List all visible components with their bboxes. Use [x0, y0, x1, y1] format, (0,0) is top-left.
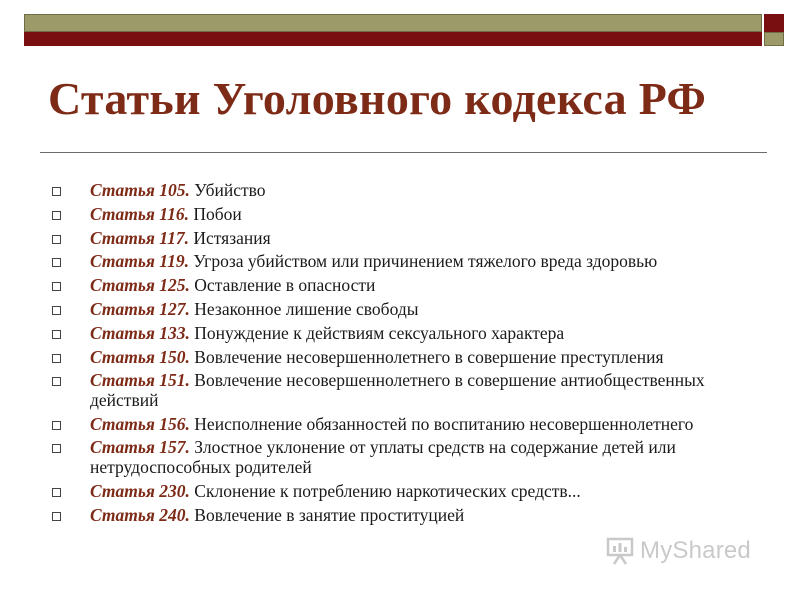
- article-number: Статья 116.: [90, 203, 189, 224]
- article-text: Побои: [188, 203, 242, 224]
- article-item: [50, 482, 750, 502]
- header-bar-olive: [24, 14, 762, 32]
- article-number: Статья 105.: [90, 180, 190, 200]
- hollow-square-icon: [52, 512, 61, 521]
- hollow-square-icon: [52, 354, 61, 363]
- article-text: Оставление в опасности: [189, 275, 376, 296]
- hollow-square-icon: [52, 330, 61, 339]
- hollow-square-icon: [52, 235, 61, 244]
- article-item: [50, 229, 750, 249]
- header-corner-square-olive: [764, 32, 784, 46]
- article-item: [50, 371, 750, 410]
- article-item: [50, 252, 750, 272]
- article-number: Статья 119.: [90, 251, 189, 272]
- hollow-square-icon: [52, 258, 61, 267]
- article-item: [50, 506, 750, 526]
- article-text: Угроза убийством или причинением тяжелого вреда здоровью: [188, 251, 658, 272]
- article-number: Статья 230.: [90, 480, 190, 501]
- article-text: Понуждение к действиям сексуального характера: [189, 322, 565, 343]
- article-number: Статья 156.: [90, 413, 190, 434]
- header-corner-square-maroon: [764, 14, 784, 32]
- article-item: [50, 205, 750, 225]
- article-number: Статья 240.: [90, 504, 190, 525]
- hollow-square-icon: [52, 488, 61, 497]
- hollow-square-icon: [52, 211, 61, 220]
- slide-title: Статьи Уголовного кодекса РФ: [48, 73, 707, 124]
- article-item: [50, 276, 750, 296]
- article-text: Незаконное лишение свободы: [189, 298, 419, 319]
- article-number: Статья 150.: [90, 346, 190, 367]
- article-item: [50, 324, 750, 344]
- article-text: Вовлечение несовершеннолетнего в совершение преступления: [189, 346, 664, 367]
- hollow-square-icon: [52, 444, 61, 453]
- article-text: Склонение к потреблению наркотических средств...: [189, 480, 581, 501]
- hollow-square-icon: [52, 187, 61, 196]
- hollow-square-icon: [52, 306, 61, 315]
- myshared-logo-icon: [606, 536, 634, 566]
- article-text: Злостное уклонение от уплаты средств на содержание детей или нетрудоспособных родителей: [90, 437, 676, 477]
- article-item: [50, 348, 750, 368]
- watermark-text: MyShared: [640, 537, 751, 564]
- article-list: [50, 181, 750, 529]
- article-number: Статья 133.: [90, 322, 190, 343]
- watermark: [606, 536, 751, 566]
- title-divider: [40, 152, 767, 153]
- hollow-square-icon: [52, 282, 61, 291]
- hollow-square-icon: [52, 377, 61, 386]
- article-text: Неисполнение обязанностей по воспитанию несовершеннолетнего: [189, 413, 694, 434]
- article-text: Вовлечение в занятие проституцией: [189, 504, 465, 525]
- hollow-square-icon: [52, 421, 61, 430]
- article-number: Статья 127.: [90, 298, 190, 319]
- article-number: Статья 117.: [90, 227, 189, 248]
- article-item: [50, 181, 750, 201]
- article-text: Вовлечение несовершеннолетнего в совершение антиобщественных действий: [90, 370, 705, 410]
- article-item: [50, 438, 750, 477]
- article-text: Истязания: [188, 227, 271, 248]
- article-number: Статья 125.: [90, 275, 190, 296]
- article-item: [50, 415, 750, 435]
- article-number: Статья 151.: [90, 370, 190, 391]
- header-bar-maroon: [24, 32, 762, 46]
- article-item: [50, 300, 750, 320]
- article-number: Статья 157.: [90, 437, 190, 458]
- article-text: Убийство: [189, 180, 266, 200]
